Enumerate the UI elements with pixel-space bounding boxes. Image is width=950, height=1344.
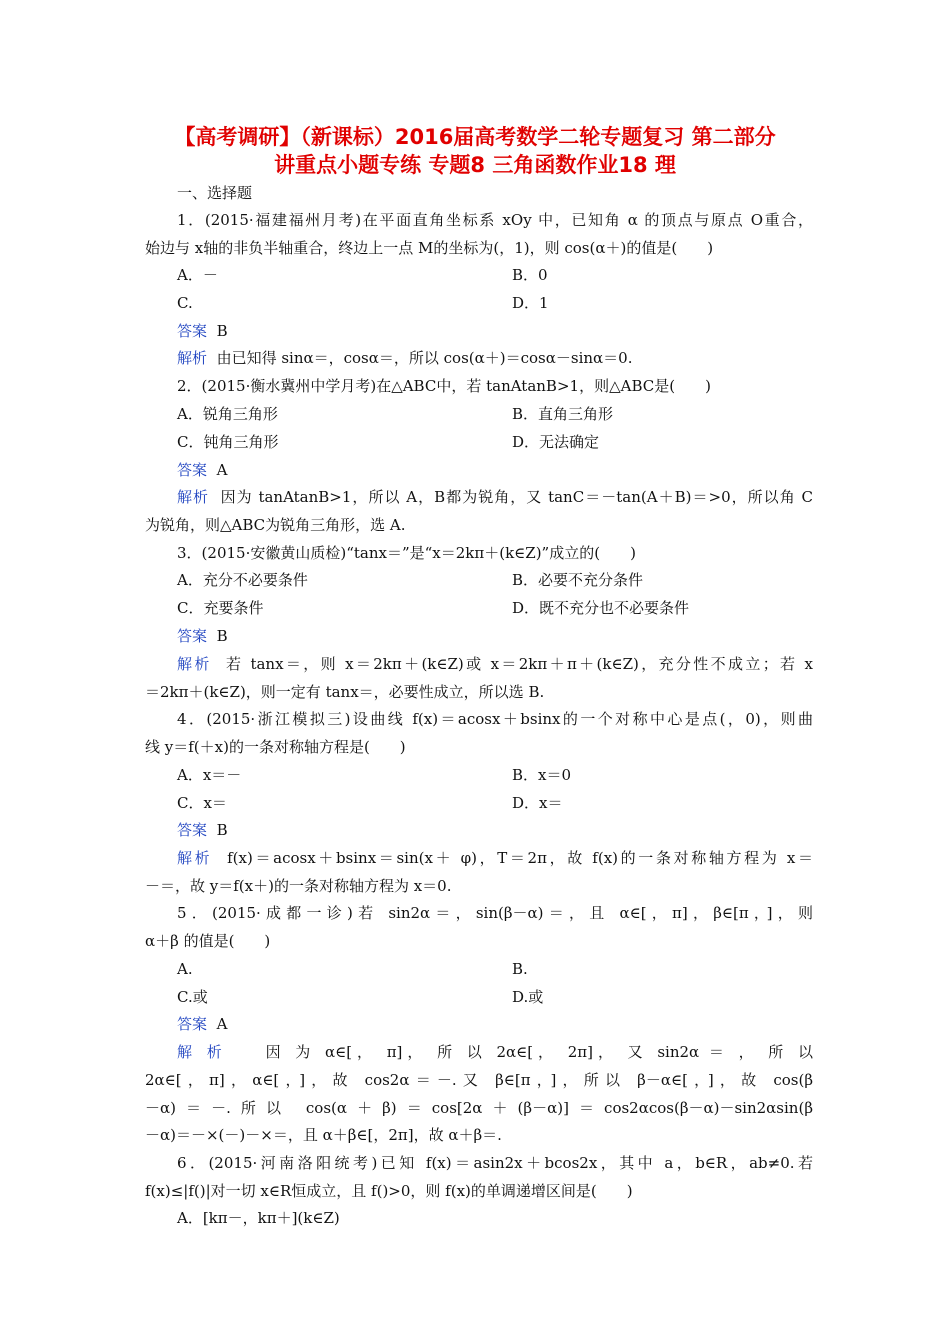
- analysis-label: 解析: [177, 655, 212, 673]
- analysis-text: f(x)＝acosx＋bsinx＝sin(x＋ φ)，T＝2π，故 f(x)的一条对称轴方程为 x＝: [227, 849, 813, 867]
- analysis-text: 因为 tanAtanB>1，所以 A，B都为锐角，又 tanC＝－tan(A＋B)＝>0，所以角 C: [220, 488, 813, 506]
- q1-stem-line-1: 1．(2015·福建福州月考)在平面直角坐标系 xOy 中，已知角 α 的顶点与原点 O重合，: [177, 211, 813, 229]
- q2-option-a: A．锐角三角形: [177, 405, 278, 423]
- analysis-text: 因 为 α∈[， π]， 所 以 2α∈[， 2π]， 又 sin2α ＝ ， 所 以: [265, 1043, 813, 1061]
- q2-stem-line-1: 2．(2015·衡水冀州中学月考)在△ABC中，若 tanAtanB>1，则△ABC是( ): [177, 377, 711, 395]
- answer-value: B: [216, 627, 228, 645]
- q1-option-d: D．1: [512, 294, 549, 312]
- analysis-label: 解析: [177, 849, 213, 867]
- q4-option-a: A．x＝－: [177, 766, 242, 784]
- q1-answer: [177, 321, 228, 341]
- q2-answer: [177, 460, 227, 480]
- analysis-text: 若 tanx＝，则 x＝2kπ＋(k∈Z)或 x＝2kπ＋π＋(k∈Z)，充分性不成立；若 x: [225, 655, 813, 673]
- q5-answer: [177, 1014, 227, 1034]
- q5-analysis-line-4: －α)＝－×(－)－×＝，且 α＋β∈[，2π]，故 α＋β＝.: [145, 1126, 502, 1144]
- q2-analysis-line-2: 为锐角，则△ABC为锐角三角形，选 A.: [145, 516, 406, 534]
- document-title-line-1: 【高考调研】（新课标）2016届高考数学二轮专题复习 第二部分: [174, 125, 776, 149]
- q5-stem-line-1: 5．(2015·成都一诊)若 sin2α＝，sin(β－α)＝，且 α∈[，π]，β∈[π，]，则: [177, 904, 813, 922]
- q1-analysis: [177, 348, 632, 368]
- q2-option-d: D．无法确定: [512, 433, 600, 451]
- q3-answer: [177, 626, 228, 646]
- q4-stem-line-2: 线 y＝f(＋x)的一条对称轴方程是( ): [145, 738, 406, 756]
- q3-option-d: D．既不充分也不必要条件: [512, 599, 690, 617]
- q4-analysis-line-1: [177, 848, 813, 868]
- q4-option-d: D．x＝: [512, 794, 563, 812]
- answer-label: 答案: [177, 821, 208, 839]
- answer-label: 答案: [177, 322, 208, 340]
- q4-option-b: B．x＝0: [512, 766, 572, 784]
- q1-option-a: A．－: [177, 266, 218, 284]
- q3-option-a: A．充分不必要条件: [177, 571, 308, 589]
- answer-value: A: [216, 1015, 228, 1033]
- q3-option-c: C．充要条件: [177, 599, 264, 617]
- q5-option-b: B.: [512, 960, 528, 978]
- answer-label: 答案: [177, 461, 208, 479]
- answer-label: 答案: [177, 1015, 208, 1033]
- q1-option-b: B．0: [512, 266, 548, 284]
- answer-value: B: [216, 821, 228, 839]
- q6-stem-line-1: 6．(2015·河南洛阳统考)已知 f(x)＝asin2x＋bcos2x，其中 a，b∈R，ab≠0.若: [177, 1154, 813, 1172]
- q5-option-a: A.: [177, 960, 193, 978]
- q3-option-b: B．必要不充分条件: [512, 571, 644, 589]
- q5-option-c: C.或: [177, 988, 208, 1006]
- q5-stem-line-2: α＋β 的值是( ): [145, 932, 271, 950]
- q1-option-c: C.: [177, 294, 193, 312]
- q5-option-d: D.或: [512, 988, 544, 1006]
- analysis-text: 由已知得 sinα＝，cosα＝，所以 cos(α＋)＝cosα－sinα＝0.: [216, 349, 633, 367]
- answer-value: A: [216, 461, 228, 479]
- analysis-label: 解 析: [177, 1043, 227, 1061]
- answer-value: B: [216, 322, 228, 340]
- analysis-label: 解析: [177, 349, 208, 367]
- q3-analysis-line-2: ＝2kπ＋(k∈Z)，则一定有 tanx＝，必要性成立，所以选 B.: [145, 683, 545, 701]
- q5-analysis-line-3: －α)＝－.所以 cos(α＋β)＝cos[2α＋(β－α)]＝cos2αcos(β－α)－sin2αsin(β: [145, 1099, 813, 1117]
- q5-analysis-line-1: [177, 1042, 813, 1062]
- q2-option-b: B．直角三角形: [512, 405, 614, 423]
- q5-analysis-line-2: 2α∈[，π]，α∈[，]，故 cos2α＝－.又 β∈[π，]，所以 β－α∈[，]，故 cos(β: [145, 1071, 813, 1089]
- q6-option-a: A．[kπ－，kπ＋](k∈Z): [177, 1209, 340, 1227]
- document-title-line-2: 讲重点小题专练 专题8 三角函数作业18 理: [274, 153, 676, 177]
- q3-analysis-line-1: [177, 654, 813, 674]
- q4-analysis-line-2: －＝，故 y＝f(x＋)的一条对称轴方程为 x＝0.: [145, 877, 452, 895]
- q1-stem-line-2: 始边与 x轴的非负半轴重合，终边上一点 M的坐标为(，1)，则 cos(α＋)的值是( ): [145, 239, 714, 257]
- q4-option-c: C．x＝: [177, 794, 227, 812]
- q3-stem-line-1: 3．(2015·安徽黄山质检)“tanx＝”是“x＝2kπ＋(k∈Z)”成立的( ): [177, 544, 636, 562]
- section-heading: 一、选择题: [177, 184, 253, 202]
- q4-answer: [177, 820, 228, 840]
- q2-analysis-line-1: [177, 487, 813, 507]
- analysis-label: 解析: [177, 488, 210, 506]
- q6-stem-line-2: f(x)≤|f()|对一切 x∈R恒成立，且 f()>0，则 f(x)的单调递增区间是( ): [145, 1182, 633, 1200]
- q2-option-c: C．钝角三角形: [177, 433, 279, 451]
- q4-stem-line-1: 4．(2015·浙江模拟三)设曲线 f(x)＝acosx＋bsinx的一个对称中心是点(，0)，则曲: [177, 710, 813, 728]
- answer-label: 答案: [177, 627, 208, 645]
